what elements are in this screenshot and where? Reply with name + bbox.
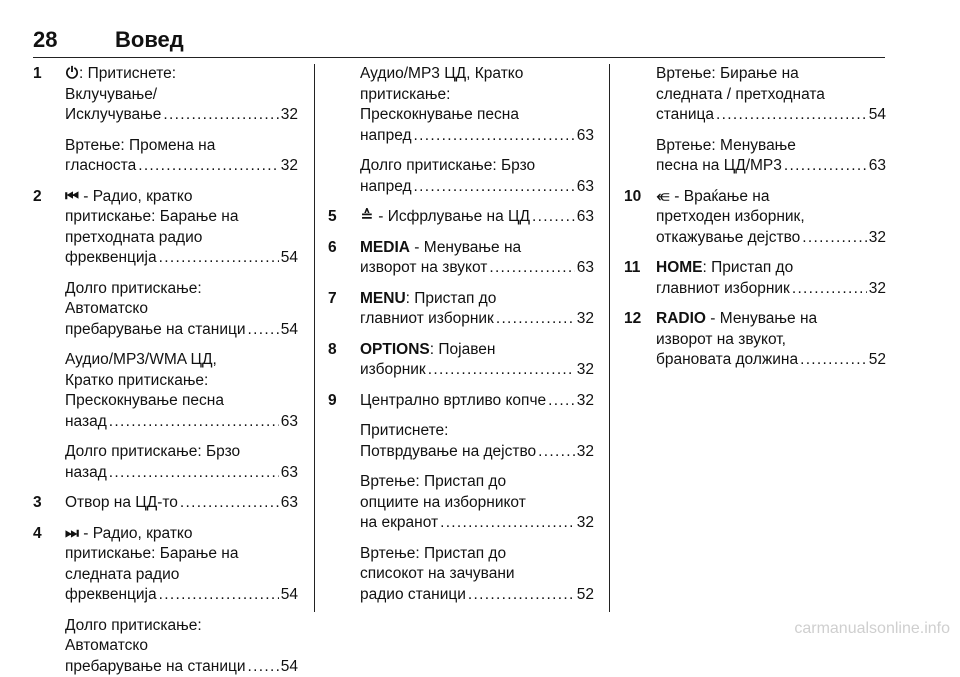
- index-entry: [33, 493, 298, 514]
- toc-text: напред: [360, 126, 412, 147]
- text-line: притискање: Барање на: [65, 207, 298, 228]
- entry-head-label: - Исфрлување на ЦД: [374, 208, 530, 225]
- entry-head-label: - Радио, кратко: [79, 188, 193, 205]
- page-ref: 32: [577, 309, 594, 330]
- text-line: притискање:: [360, 85, 594, 106]
- leader-dots: [489, 258, 574, 279]
- text-line: Долго притискање:: [65, 616, 298, 637]
- column-2: [328, 64, 594, 605]
- leader-dots: [496, 309, 575, 330]
- text-line: Долго притискање: Брзо: [360, 156, 594, 177]
- entry-number: 12: [624, 309, 641, 330]
- entry-paragraph: [65, 136, 298, 177]
- toc-text: Исклучување: [65, 105, 161, 126]
- entry-head: [65, 493, 298, 514]
- toc-text: откажување дејство: [656, 228, 800, 249]
- entry-paragraph: [656, 330, 886, 371]
- page-ref: 32: [281, 156, 298, 177]
- toc-text: брановата должина: [656, 350, 798, 371]
- text-line: претходен изборник,: [656, 207, 886, 228]
- text-line: Автоматско: [65, 636, 298, 657]
- toc-line: [65, 463, 298, 484]
- leader-dots: [109, 412, 279, 433]
- entry-number: 3: [33, 493, 42, 514]
- toc-text: изворот на звукот: [360, 258, 487, 279]
- index-entry: [33, 64, 298, 177]
- button-keyword: RADIO: [656, 310, 706, 327]
- toc-line: [360, 442, 594, 463]
- entry-number: 5: [328, 207, 337, 228]
- toc-text: напред: [360, 177, 412, 198]
- entry-number: 9: [328, 391, 337, 412]
- leader-dots: [538, 442, 575, 463]
- page-ref: 63: [281, 463, 298, 484]
- toc-line: [656, 105, 886, 126]
- toc-line: [360, 585, 594, 606]
- toc-line: [65, 657, 298, 677]
- leader-dots: [163, 105, 278, 126]
- entry-paragraph: [65, 350, 298, 432]
- leader-dots: [428, 360, 575, 381]
- entry-head-label: : Пристап до: [703, 259, 794, 276]
- entry-paragraph: [360, 360, 594, 381]
- entry-number: 10: [624, 187, 641, 208]
- entry-paragraph: [360, 421, 594, 462]
- entry-head: [360, 391, 594, 412]
- entry-number: 1: [33, 64, 42, 85]
- entry-paragraph: [360, 156, 594, 197]
- column-1: [33, 64, 298, 677]
- text-line: Прескокнување песна: [360, 105, 594, 126]
- entry-head: [360, 207, 594, 228]
- toc-line: [656, 228, 886, 249]
- next-track-icon: ⏭: [65, 524, 79, 545]
- toc-text: фреквенција: [65, 248, 157, 269]
- index-entry: [328, 64, 594, 197]
- text-line: Прескокнување песна: [65, 391, 298, 412]
- entry-head-label: : Притиснете:: [79, 65, 176, 82]
- toc-line: [65, 320, 298, 341]
- entry-paragraph: [65, 442, 298, 483]
- entry-number: 7: [328, 289, 337, 310]
- page-ref: 32: [577, 442, 594, 463]
- page-header: [33, 27, 885, 58]
- page-title: Вовед: [115, 27, 184, 53]
- toc-line: [360, 513, 594, 534]
- text-line: следната радио: [65, 565, 298, 586]
- entry-number: 4: [33, 524, 42, 545]
- index-entry: [328, 340, 594, 381]
- entry-head-label: - Радио, кратко: [79, 525, 193, 542]
- leader-dots: [800, 350, 867, 371]
- leader-dots: [138, 156, 279, 177]
- index-entry: [624, 64, 886, 177]
- page-ref: 63: [281, 412, 298, 433]
- toc-text: главниот изборник: [656, 279, 790, 300]
- page-ref: 32: [281, 105, 298, 126]
- entry-paragraph: [65, 544, 298, 606]
- leader-dots: [248, 320, 279, 341]
- text-line: притискање: Барање на: [65, 544, 298, 565]
- entry-paragraph: [65, 279, 298, 341]
- toc-line: [656, 279, 886, 300]
- toc-line: [360, 258, 594, 279]
- entry-paragraph: [65, 616, 298, 677]
- text-line: опциите на изборникот: [360, 493, 594, 514]
- entry-paragraph: [360, 544, 594, 606]
- entry-number: 2: [33, 187, 42, 208]
- toc-text: песна на ЦД/MP3: [656, 156, 782, 177]
- entry-paragraph: [360, 64, 594, 146]
- column-divider: [609, 64, 610, 612]
- entry-head: [65, 187, 298, 208]
- text-line: изворот на звукот,: [656, 330, 886, 351]
- index-entry: [624, 258, 886, 299]
- page-ref: 54: [281, 248, 298, 269]
- toc-text: станица: [656, 105, 714, 126]
- leader-dots: [248, 657, 279, 677]
- page-ref: 54: [281, 657, 298, 677]
- page-ref: 32: [577, 360, 594, 381]
- entry-head: [65, 524, 298, 545]
- entry-head-text: [360, 207, 530, 228]
- leader-dots: [468, 585, 575, 606]
- entry-head: [65, 64, 298, 85]
- text-line: Вртење: Бирање на: [656, 64, 886, 85]
- text-line: Вртење: Менување: [656, 136, 886, 157]
- toc-text: пребарување на станици: [65, 657, 246, 677]
- previous-track-icon: ⏮: [65, 187, 79, 208]
- leader-dots: [802, 228, 866, 249]
- entry-head-label: - Менување на: [410, 239, 521, 256]
- leader-dots: [159, 248, 279, 269]
- page-ref: 63: [281, 493, 298, 514]
- index-entry: [624, 309, 886, 371]
- entry-head: [360, 289, 594, 310]
- toc-line: [65, 585, 298, 606]
- watermark: carmanualsonline.info: [794, 620, 950, 638]
- text-line: следната / претходната: [656, 85, 886, 106]
- leader-dots: [532, 207, 575, 228]
- toc-text: фреквенција: [65, 585, 157, 606]
- index-entry: [33, 187, 298, 484]
- leader-dots: [440, 513, 575, 534]
- entry-head-label: : Пристап до: [406, 290, 497, 307]
- index-entry: [328, 238, 594, 279]
- button-keyword: MEDIA: [360, 239, 410, 256]
- toc-line: [360, 126, 594, 147]
- entry-paragraph: [656, 136, 886, 177]
- toc-text: назад: [65, 463, 107, 484]
- text-line: Вртење: Промена на: [65, 136, 298, 157]
- back-icon: ⥺: [656, 187, 670, 208]
- text-line: Аудио/MP3/WMA ЦД,: [65, 350, 298, 371]
- entry-head-text: [65, 493, 178, 514]
- entry-paragraph: [360, 472, 594, 534]
- entry-head-label: Централно вртливо копче: [360, 392, 546, 409]
- column-3: [624, 64, 886, 371]
- entry-head: [656, 187, 886, 208]
- entry-head-label: : Појавен: [430, 341, 496, 358]
- page-ref: 52: [577, 585, 594, 606]
- text-line: претходната радио: [65, 228, 298, 249]
- toc-line: [65, 105, 298, 126]
- toc-line: [360, 309, 594, 330]
- page-ref: 63: [577, 126, 594, 147]
- entry-head: [656, 258, 886, 279]
- entry-head: [360, 340, 594, 361]
- button-keyword: MENU: [360, 290, 406, 307]
- toc-text: пребарување на станици: [65, 320, 246, 341]
- button-keyword: HOME: [656, 259, 703, 276]
- toc-line: [656, 156, 886, 177]
- entry-number: 6: [328, 238, 337, 259]
- index-entry: [328, 289, 594, 330]
- page-ref: 32: [577, 391, 594, 412]
- entry-head: [656, 309, 886, 330]
- leader-dots: [716, 105, 867, 126]
- page-number: 28: [33, 27, 57, 53]
- entry-head-label: Отвор на ЦД-то: [65, 494, 178, 511]
- text-line: Вртење: Пристап до: [360, 472, 594, 493]
- toc-text: на екранот: [360, 513, 438, 534]
- entry-number: 11: [624, 258, 640, 279]
- entry-head-label: - Менување на: [706, 310, 817, 327]
- entry-paragraph: [360, 258, 594, 279]
- leader-dots: [109, 463, 279, 484]
- entry-paragraph: [65, 207, 298, 269]
- index-entry: [328, 207, 594, 228]
- eject-icon: ≙: [360, 207, 374, 228]
- leader-dots: [792, 279, 867, 300]
- page-ref: 54: [281, 320, 298, 341]
- text-line: списокот на зачувани: [360, 564, 594, 585]
- entry-paragraph: [65, 85, 298, 126]
- entry-head-label: - Враќање на: [670, 188, 769, 205]
- entry-paragraph: [656, 207, 886, 248]
- leader-dots: [159, 585, 279, 606]
- text-line: Вклучување/: [65, 85, 298, 106]
- page-ref: 32: [869, 228, 886, 249]
- toc-line: [656, 350, 886, 371]
- index-entry: [33, 524, 298, 677]
- text-line: Автоматско: [65, 299, 298, 320]
- toc-text: главниот изборник: [360, 309, 494, 330]
- index-entry: [624, 187, 886, 249]
- page-ref: 32: [577, 513, 594, 534]
- entry-paragraph: [656, 64, 886, 126]
- page-ref: 63: [577, 258, 594, 279]
- button-keyword: OPTIONS: [360, 341, 430, 358]
- page-ref: 32: [869, 279, 886, 300]
- page-ref: 52: [869, 350, 886, 371]
- power-icon: ⏻: [65, 64, 79, 85]
- text-line: Долго притискање: Брзо: [65, 442, 298, 463]
- toc-line: [65, 412, 298, 433]
- toc-text: гласноста: [65, 156, 136, 177]
- index-entry: [328, 391, 594, 606]
- leader-dots: [180, 493, 279, 514]
- entry-head-text: [360, 391, 546, 412]
- page-ref: 63: [577, 207, 594, 228]
- text-line: Аудио/MP3 ЦД, Кратко: [360, 64, 594, 85]
- text-line: Кратко притискање:: [65, 371, 298, 392]
- text-line: Вртење: Пристап до: [360, 544, 594, 565]
- toc-text: радио станици: [360, 585, 466, 606]
- toc-line: [360, 360, 594, 381]
- toc-line: [360, 177, 594, 198]
- page-ref: 63: [577, 177, 594, 198]
- toc-text: изборник: [360, 360, 426, 381]
- toc-line: [65, 248, 298, 269]
- page-ref: 54: [869, 105, 886, 126]
- entry-number: 8: [328, 340, 337, 361]
- entry-paragraph: [360, 309, 594, 330]
- toc-text: назад: [65, 412, 107, 433]
- column-divider: [314, 64, 315, 612]
- toc-line: [65, 156, 298, 177]
- page-ref: 54: [281, 585, 298, 606]
- entry-paragraph: [656, 279, 886, 300]
- text-line: Долго притискање:: [65, 279, 298, 300]
- toc-text: Потврдување на дејство: [360, 442, 536, 463]
- leader-dots: [414, 177, 575, 198]
- entry-head: [360, 238, 594, 259]
- leader-dots: [784, 156, 867, 177]
- leader-dots: [414, 126, 575, 147]
- page-ref: 63: [869, 156, 886, 177]
- leader-dots: [548, 391, 575, 412]
- text-line: Притиснете:: [360, 421, 594, 442]
